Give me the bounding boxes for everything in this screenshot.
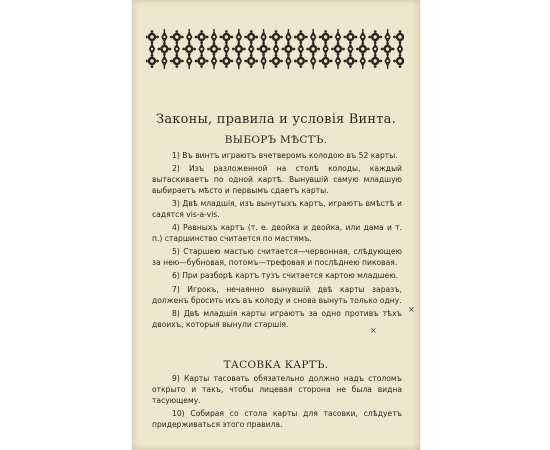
ornament-rosette [269,54,283,68]
ornament-diamond [211,53,217,69]
ornament-rosette [244,54,258,68]
rules-list-shuffle [152,374,402,433]
ornament-diamond [260,53,266,69]
book-page [132,0,420,450]
rule-7: 7) Игрокъ, нечаянно вынувшiй двѣ карты заразъ, долженъ бросить ихъ въ колоду и снова вынуть только одну. [152,284,402,305]
rule-5: 5) Старшею мастью считается—червонная, слѣдующею за нею—бубновая, потомъ—трефовая и послѣднею пиковая. [152,247,402,268]
ornament-rosette [170,54,184,68]
ornament-rosette [294,54,308,68]
ornament-rosette [146,54,159,68]
rule-3: 3) Двѣ младшiя, изъ вынутыхъ картъ, играютъ вмѣстѣ и садятся vis-a-vis. [152,199,402,219]
margin-x-mark: × [408,305,415,314]
rules-list-seats [152,151,402,333]
ornament-diamond [236,53,242,69]
ornament-diamond [335,53,341,69]
ornament-diamond [384,53,390,69]
section-heading-shuffle: ТАСОВКА КАРТЪ. [223,359,329,371]
ornament-diamond [285,53,291,69]
ornament-band [146,28,404,70]
rule-4: 4) Равныхъ картъ (т. е. двойка и двойка, или дама и т. п.) старшинство считается по мастямъ. [152,223,402,244]
ornament-diamond [310,53,316,69]
ornament-diamond [161,53,167,69]
rule-9: 9) Карты тасовать обязательно должно надъ столомъ открыто и такъ, чтобы лицевая сторона не была видна тасующему. [152,374,402,405]
rule-1: 1) Въ винтъ играютъ вчетверомъ колодою въ 52 карты. [172,151,398,160]
rule-2: 2) Изъ разложенной на столѣ колоды, каждый вытаскиваетъ по одной картѣ. Вынувшiй самую младшую выбираетъ мѣсто и первымъ сдаетъ карты. [152,164,402,195]
ornament-rosette [220,54,234,68]
margin-x-mark: × [370,326,377,335]
rule-8: 8) Двѣ младшiя карты играютъ за одно противъ тѣхъ двоихъ, которыя вынули старшiя. [152,308,402,329]
section-heading-seats: ВЫБОРЪ МѢСТЪ. [224,134,328,146]
rule-6: 6) При разборѣ картъ тузъ считается картою младшею. [172,271,399,281]
ornament-rosette [344,54,358,68]
ornament-diamond [360,53,366,69]
ornament-rosette [319,54,333,68]
ornament-rosette [195,54,209,68]
rule-10: 10) Собирая со стола карты для тасовки, слѣдуетъ придерживаться этого правила. [152,408,402,429]
document-title: Законы, правила и условiя Винта. [156,112,396,127]
ornament-rosette [393,30,404,44]
ornament-diamond [186,53,192,69]
ornament-rosette [393,54,404,68]
ornament-rosette [368,54,382,68]
